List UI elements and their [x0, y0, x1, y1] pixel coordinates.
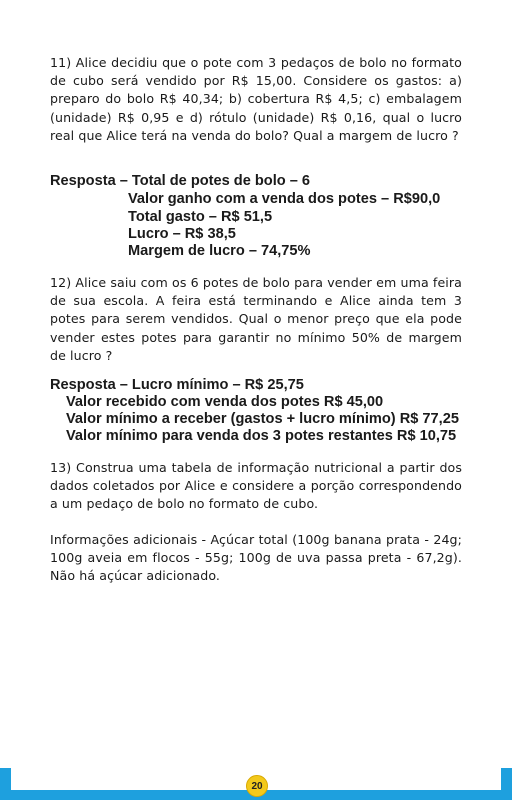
footer — [0, 778, 512, 800]
question-12 — [50, 274, 462, 365]
answer-12-line-2: Valor recebido com venda dos potes R$ 45,00 — [66, 394, 384, 410]
page-number-badge: 20 — [246, 775, 268, 797]
footer-left-tab — [0, 768, 11, 800]
answer-12-line-1: Resposta – Lucro mínimo – R$ 25,75 — [50, 377, 304, 393]
answer-11-line-2: Valor ganho com a venda dos potes – R$90,0 — [128, 191, 441, 207]
question-12-text: 12) Alice saiu com os 6 potes de bolo para vender em uma feira de sua escola. A feira está terminando e Alice ainda tem 3 potes para serem vendidos. Qual o menor preço que ela pode vender estes potes para garantir no mínimo 50% de margem de lucro ? — [50, 275, 462, 363]
answer-12-line-3: Valor mínimo a receber (gastos + lucro mínimo) R$ 77,25 — [66, 411, 459, 427]
question-13-text: 13) Construa uma tabela de informação nutricional a partir dos dados coletados por Alice e considere a porção correspondendo a um pedaço de bolo no formato de cubo. — [50, 460, 462, 512]
answer-11-line-3: Total gasto – R$ 51,5 — [128, 209, 273, 225]
question-13 — [50, 459, 462, 514]
answer-11-line-5: Margem de lucro – 74,75% — [128, 243, 311, 259]
question-11-text: 11) Alice decidiu que o pote com 3 pedaços de bolo no formato de cubo será vendido por R$ 15,00. Considere os gastos: a) preparo do bolo R$ 40,34; b) cobertura R$ 4,5; c) embalagem (unidade) R$ 0,95 e d) rótulo (unidade) R$ 0,16, qual o lucro real que Alice terá na venda do bolo? Qual a margem de lucro ? — [50, 55, 462, 143]
question-13-extra-text: Informações adicionais - Açúcar total (100g banana prata - 24g; 100g aveia em flocos - 55g; 100g de uva passa preta - 67,2g). Não há açúcar adicionado. — [50, 532, 462, 584]
answer-11-line-4: Lucro – R$ 38,5 — [128, 226, 236, 242]
question-11 — [50, 54, 462, 145]
answer-12-line-4: Valor mínimo para venda dos 3 potes restantes R$ 10,75 — [66, 428, 457, 444]
question-13-extra — [50, 531, 462, 586]
answer-11-line-1: Resposta – Total de potes de bolo – 6 — [50, 173, 311, 189]
footer-right-tab — [501, 768, 512, 800]
